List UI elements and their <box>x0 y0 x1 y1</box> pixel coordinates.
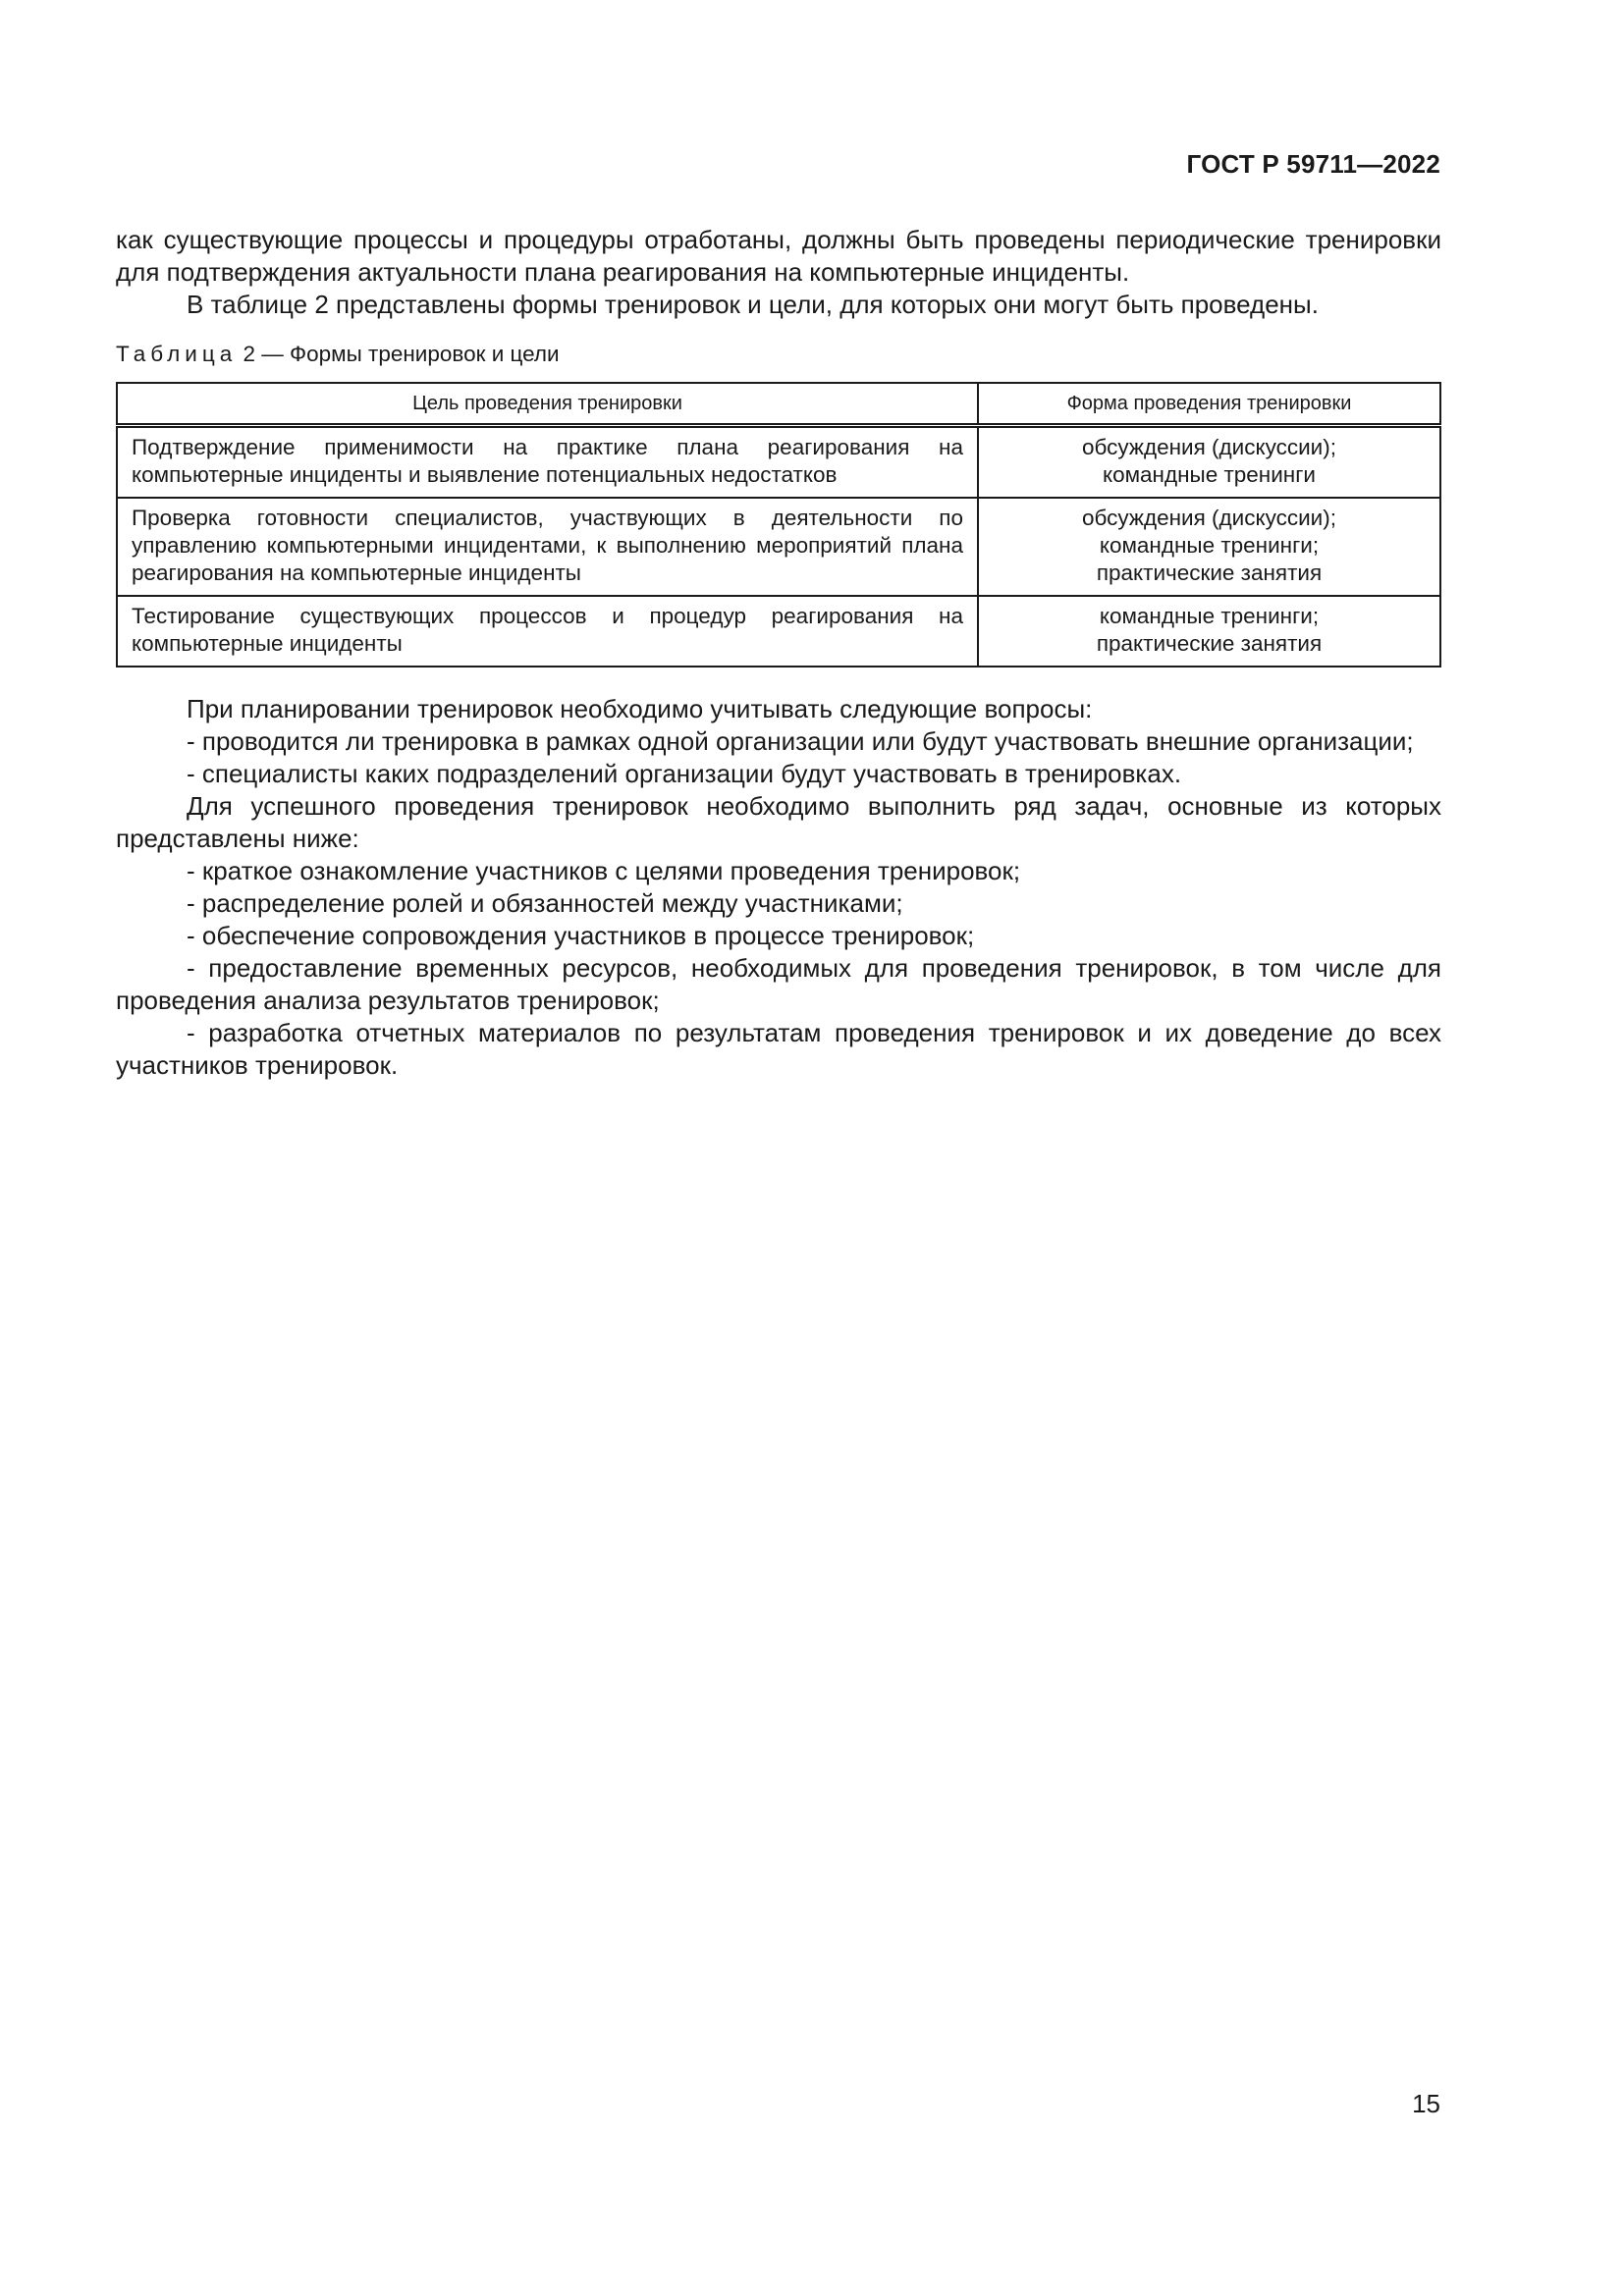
page-number: 15 <box>1412 2089 1440 2118</box>
task-item: - краткое ознакомление участников с целями проведения тренировок; <box>187 856 1021 885</box>
row-goal: Подтверждение применимости на практике плана реагирования на компьютерные инциденты и выявление потенциальных недостатков <box>132 435 963 487</box>
body-text <box>116 693 1441 1082</box>
row-forms <box>978 498 1440 596</box>
row-forms <box>978 596 1440 667</box>
form-item: обсуждения (дискуссии); <box>1082 506 1336 530</box>
table-caption-label: Таблица <box>116 342 238 366</box>
row-goal: Тестирование существующих процессов и процедур реагирования на компьютерные инциденты <box>117 596 978 667</box>
task-item: - обеспечение сопровождения участников в процессе тренировок; <box>187 921 975 950</box>
planning-item: - специалисты каких подразделений организации будут участвовать в тренировках. <box>187 759 1182 788</box>
task-item: - разработка отчетных материалов по результатам проведения тренировок и их доведение до всех участников тренировок. <box>116 1018 1441 1080</box>
task-item: - предоставление временных ресурсов, необходимых для проведения тренировок, в том числе для проведения анализа результатов тренировок; <box>116 953 1441 1015</box>
form-item: обсуждения (дискуссии); <box>1082 435 1336 459</box>
document-code: ГОСТ Р 59711—2022 <box>1186 149 1440 179</box>
task-item: - распределение ролей и обязанностей между участниками; <box>187 888 903 918</box>
form-item: практические занятия <box>1096 561 1323 585</box>
intro-paragraph-2: В таблице 2 представлены формы тренировок и цели, для которых они могут быть проведены. <box>187 290 1319 319</box>
planning-item: - проводится ли тренировка в рамках одной организации или будут участвовать внешние организации; <box>187 726 1414 756</box>
page-content <box>116 224 1441 1082</box>
table-header-row <box>117 383 1440 426</box>
table-row <box>117 426 1440 499</box>
table-row <box>117 596 1440 667</box>
intro-paragraph-1: как существующие процессы и процедуры отработаны, должны быть проведены периодические тренировки для подтверждения актуальности плана реагирования на компьютерные инциденты. <box>116 225 1441 287</box>
table-caption-title: 2 — Формы тренировок и цели <box>237 342 560 366</box>
table-row <box>117 498 1440 596</box>
form-item: командные тренинги; <box>1099 533 1320 558</box>
row-goal: Проверка готовности специалистов, участвующих в деятельности по управлению компьютерными инцидентами, к выполнению мероприятий плана реагирования на компьютерные инциденты <box>117 498 978 596</box>
form-item: практические занятия <box>1096 631 1323 656</box>
header-form: Форма проведения тренировки <box>978 383 1440 426</box>
form-item: командные тренинги <box>1102 462 1317 487</box>
row-forms <box>978 426 1440 499</box>
form-item: командные тренинги; <box>1099 604 1320 628</box>
header-goal: Цель проведения тренировки <box>117 383 978 426</box>
planning-intro: При планировании тренировок необходимо учитывать следующие вопросы: <box>187 694 1093 723</box>
table-caption <box>116 341 1441 368</box>
training-goals-table <box>116 382 1441 667</box>
tasks-intro: Для успешного проведения тренировок необходимо выполнить ряд задач, основные из которых представлены ниже: <box>116 791 1441 853</box>
